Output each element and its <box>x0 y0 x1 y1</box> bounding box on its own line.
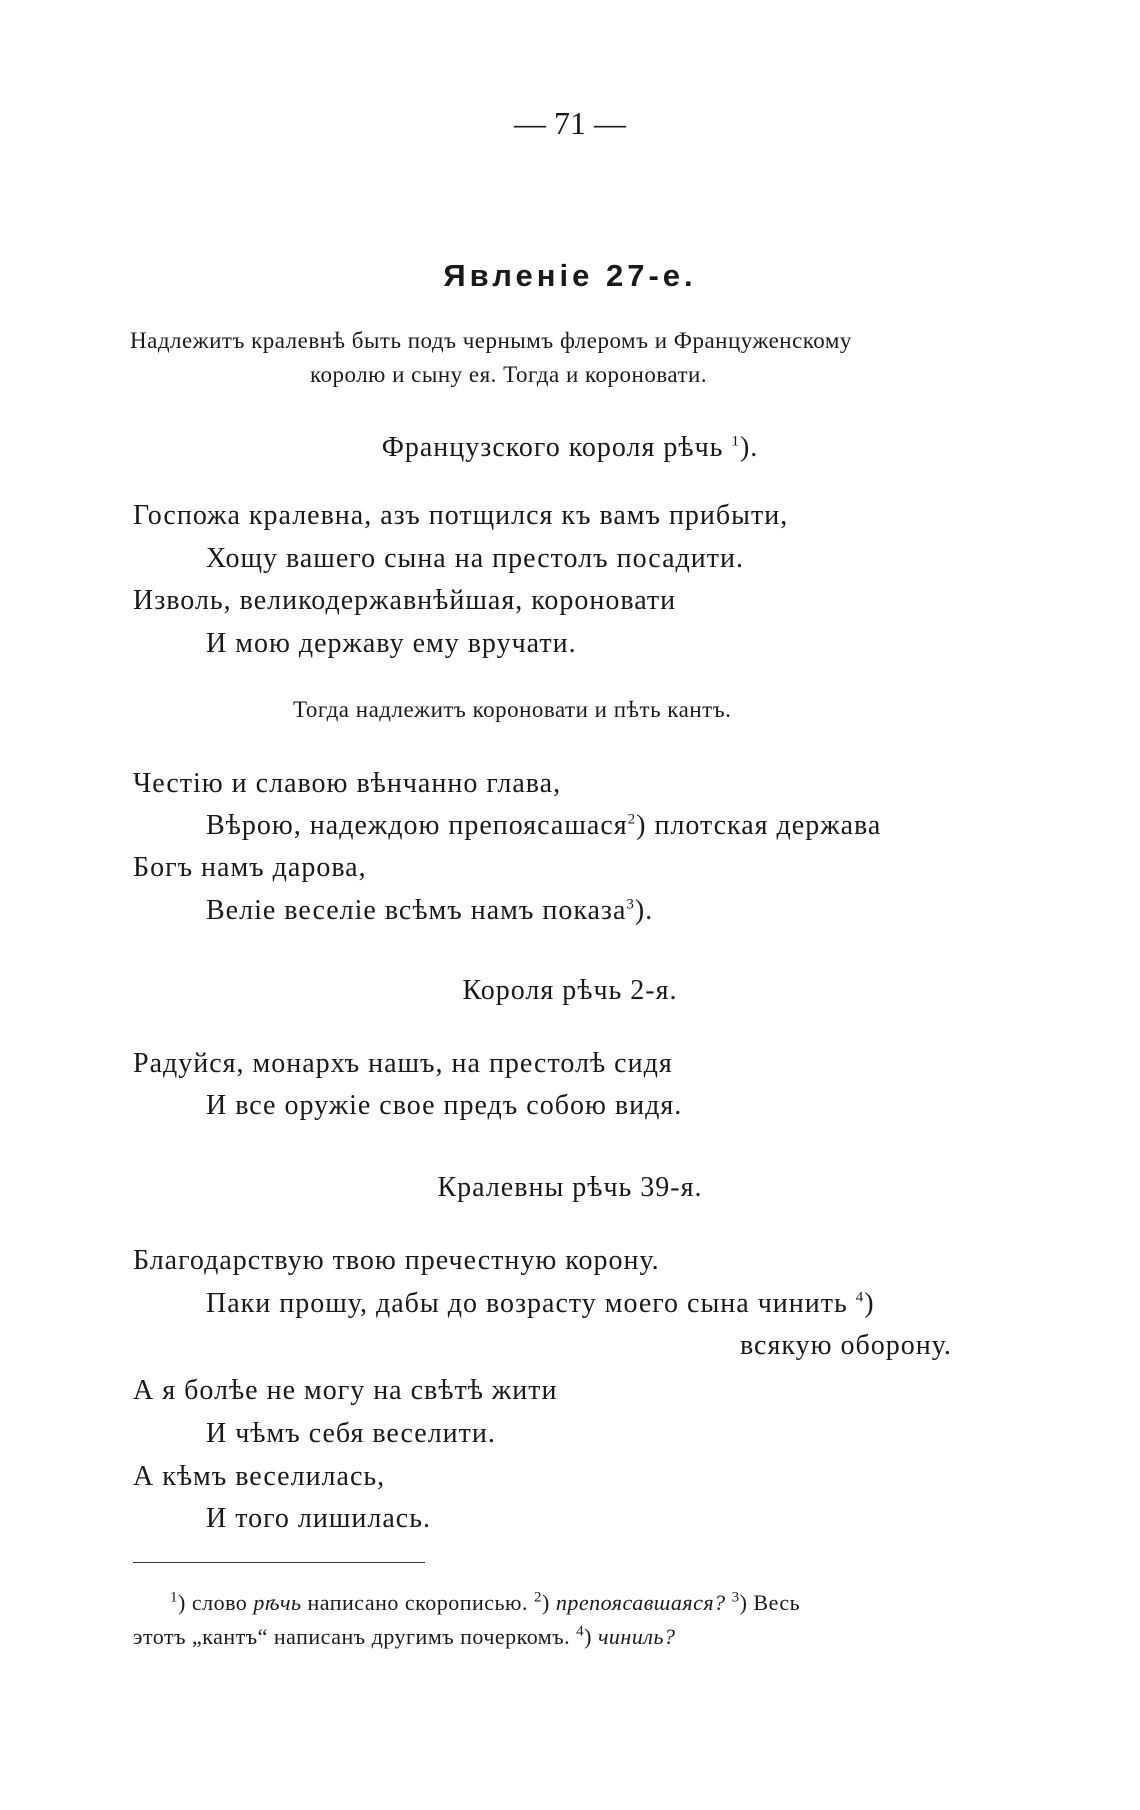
footnotes-line-2 <box>133 1624 675 1650</box>
verse-text: Веліе веселіе всѣмъ намъ показа <box>206 895 627 926</box>
footnote-italic: рѣчь <box>253 1590 302 1615</box>
verse-line: И того лишилась. <box>206 1503 431 1534</box>
footnote-marker-2: 2 <box>533 1589 542 1606</box>
scene-title: Явленіе 27-е. <box>443 258 697 293</box>
verse-line: Хощу вашего сына на престолъ посадити. <box>206 543 744 574</box>
verse-line <box>206 895 653 927</box>
verse-text: ). <box>634 895 654 926</box>
stage-direction-cant: Тогда надлежитъ короновати и пѣть кантъ. <box>293 697 732 722</box>
verse-line: Госпожа кралевна, азъ потщился къ вамъ прибыти, <box>133 500 789 531</box>
speech-heading-french-king <box>0 432 1140 464</box>
verse-text: ) плотская держава <box>636 810 882 841</box>
footnote-italic: препоясавшаяся? <box>555 1590 726 1615</box>
verse-line: Благодарствую твою пречестную корону. <box>133 1245 660 1276</box>
verse-line <box>206 1288 875 1320</box>
footnote-ref-1: 1 <box>731 433 740 450</box>
verse-line: Богъ намъ дарова, <box>133 852 367 883</box>
footnote-ref-2: 2 <box>627 811 637 828</box>
footnote-ref-3: 3 <box>626 896 635 913</box>
footnote-text: ) Весь <box>739 1590 801 1615</box>
verse-text: Вѣрою, надеждою препоясашася <box>206 810 628 841</box>
footnote-text: этотъ „кантъ“ написанъ другимъ почеркомъ. <box>133 1624 577 1649</box>
page-number: — 71 — <box>514 105 626 141</box>
footnote-text: ) слово <box>178 1590 254 1615</box>
verse-line-continuation: всякую оборону. <box>740 1330 952 1361</box>
footnotes-line-1 <box>170 1590 800 1616</box>
verse-line: Радуйся, монархъ нашъ, на престолѣ сидя <box>133 1048 673 1079</box>
stage-direction-line-2: королю и сыну ея. Тогда и короновати. <box>310 362 708 387</box>
footnote-marker-1: 1 <box>170 1589 178 1606</box>
footnote-text: ) <box>541 1590 556 1615</box>
speech-heading-princess-39: Кралевны рѣчь 39-я. <box>437 1172 703 1203</box>
footnote-ref-4: 4 <box>855 1289 865 1306</box>
verse-line: И все оружіе свое предъ собою видя. <box>206 1090 683 1121</box>
footnote-italic: чиниль? <box>597 1624 676 1649</box>
stage-direction-line-1: Надлежитъ кралевнѣ быть подъ чернымъ флеромъ и Француженскому <box>130 328 852 353</box>
verse-line <box>206 810 881 842</box>
speech-heading-king-2: Короля рѣчь 2-я. <box>462 975 678 1006</box>
footnote-marker-3: 3 <box>731 1589 740 1606</box>
verse-line: Честію и славою вѣнчанно глава, <box>133 768 562 799</box>
footnote-marker-4: 4 <box>576 1623 585 1640</box>
footnote-text: написано скорописью. <box>301 1590 534 1615</box>
verse-line: И чѣмъ себя веселити. <box>206 1418 496 1449</box>
verse-line: И мою державу ему вручати. <box>206 628 577 659</box>
footnote-text: ) <box>584 1624 598 1649</box>
verse-line: А кѣмъ веселилась, <box>133 1461 386 1492</box>
verse-text: ) <box>864 1288 875 1319</box>
speech-heading-text: Французского короля рѣчь <box>381 432 724 463</box>
verse-line: Изволь, великодержавнѣйшая, короновати <box>133 585 677 616</box>
footnote-separator <box>133 1562 425 1563</box>
verse-text: Паки прошу, дабы до возрасту моего сына чинить <box>206 1288 848 1319</box>
verse-line: А я болѣе не могу на свѣтѣ жити <box>133 1375 558 1406</box>
speech-heading-close: ). <box>739 432 759 463</box>
